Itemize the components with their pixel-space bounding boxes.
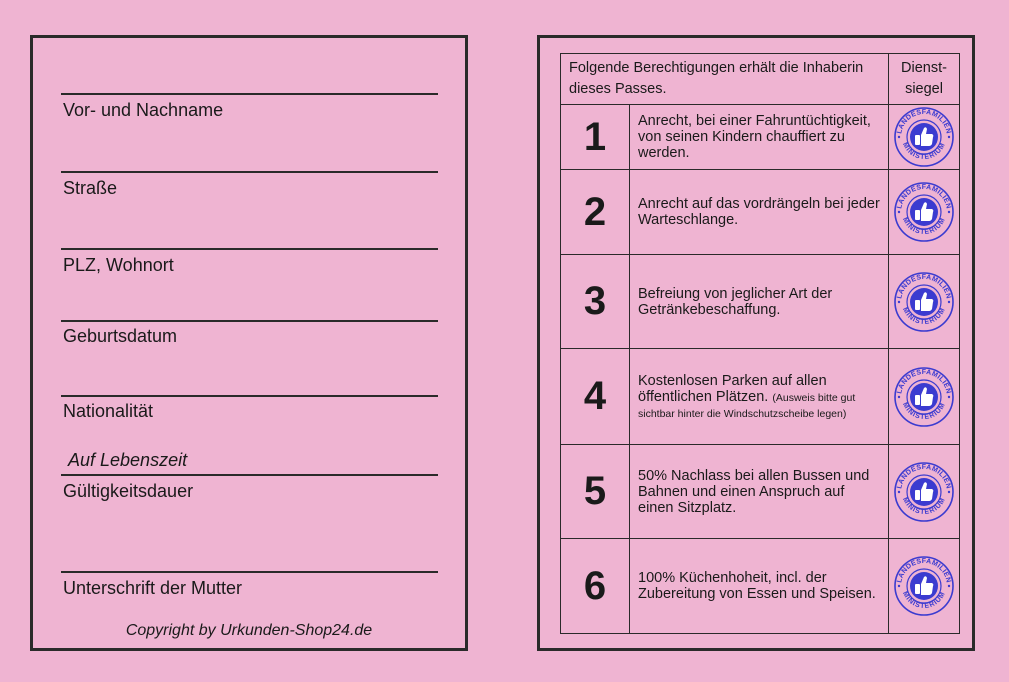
seal-graphic [893, 555, 955, 617]
right-row [561, 539, 960, 634]
seal-cell [889, 539, 960, 634]
right-description: Anrecht, bei einer Fahruntüchtigkeit, von seinen Kindern chauffiert zu werden. [630, 105, 889, 170]
official-seal-stamp [889, 271, 959, 333]
svg-text:LANDESFAMILIEN: LANDESFAMILIEN [896, 368, 952, 395]
svg-text:LANDESFAMILIEN: LANDESFAMILIEN [896, 463, 952, 490]
svg-text:MINISTERIUM: MINISTERIUM [901, 496, 948, 516]
seal-graphic [893, 106, 955, 168]
svg-text:LANDESFAMILIEN: LANDESFAMILIEN [896, 557, 952, 584]
copyright-text: Copyright by Urkunden-Shop24.de [125, 622, 373, 639]
validity-field-line [61, 474, 438, 476]
birthdate-field-line [61, 320, 438, 322]
rights-header-text: Folgende Berechtigungen erhält die Inhaberin dieses Passes. [561, 54, 889, 105]
right-number: 4 [561, 349, 630, 445]
right-row [561, 255, 960, 349]
signature-field-label: Unterschrift der Mutter [63, 578, 243, 598]
right-number: 1 [561, 105, 630, 170]
official-seal-stamp [889, 366, 959, 428]
right-description: Anrecht auf das vordrängeln bei jeder Warteschlange. [630, 170, 889, 255]
right-number: 3 [561, 255, 630, 349]
official-seal-stamp [889, 555, 959, 617]
street-field-line [61, 171, 438, 173]
svg-text:LANDESFAMILIEN: LANDESFAMILIEN [896, 183, 952, 210]
seal-cell [889, 445, 960, 539]
right-row [561, 349, 960, 445]
rights-header-row [561, 54, 960, 105]
right-number: 2 [561, 170, 630, 255]
official-seal-stamp [889, 461, 959, 523]
city-field-line [61, 248, 438, 250]
right-row [561, 170, 960, 255]
validity-value: Auf Lebenszeit [68, 450, 188, 470]
street-field-label: Straße [63, 178, 118, 198]
seal-graphic [893, 181, 955, 243]
seal-graphic [893, 271, 955, 333]
pass-front-card [30, 35, 468, 651]
signature-field-line [61, 571, 438, 573]
seal-cell [889, 349, 960, 445]
right-row [561, 445, 960, 539]
right-number: 6 [561, 539, 630, 634]
right-note: (Ausweis bitte gut sichtbar hinter die Windschutzscheibe legen) [638, 391, 856, 420]
birthdate-field-label: Geburtsdatum [63, 326, 178, 346]
right-number: 5 [561, 445, 630, 539]
seal-cell [889, 170, 960, 255]
right-description: Kostenlosen Parken auf allen öffentlichen Plätzen. (Ausweis bitte gut sichtbar hinter die Windschutzscheibe legen) [630, 349, 889, 445]
name-field-line [61, 93, 438, 95]
city-field-label: PLZ, Wohnort [63, 255, 174, 275]
pass-back-card [537, 35, 975, 651]
svg-text:LANDESFAMILIEN: LANDESFAMILIEN [896, 273, 952, 300]
nationality-field-line [61, 395, 438, 397]
svg-text:MINISTERIUM: MINISTERIUM [901, 401, 948, 421]
svg-text:MINISTERIUM: MINISTERIUM [901, 216, 948, 237]
svg-text:LANDESFAMILIEN: LANDESFAMILIEN [896, 108, 952, 135]
svg-text:MINISTERIUM: MINISTERIUM [901, 306, 948, 326]
svg-text:MINISTERIUM: MINISTERIUM [901, 141, 948, 162]
right-description: 50% Nachlass bei allen Bussen und Bahnen und einen Anspruch auf einen Sitzplatz. [630, 445, 889, 539]
nationality-field-label: Nationalität [63, 401, 154, 421]
right-row [561, 105, 960, 170]
validity-field-label: Gültigkeitsdauer [63, 481, 194, 501]
right-description: Befreiung von jeglicher Art der Getränkebeschaffung. [630, 255, 889, 349]
right-description: 100% Küchenhoheit, incl. der Zubereitung von Essen und Speisen. [630, 539, 889, 634]
svg-text:MINISTERIUM: MINISTERIUM [901, 590, 948, 611]
seal-graphic [893, 366, 955, 428]
seal-cell [889, 255, 960, 349]
name-field-label: Vor- und Nachname [63, 100, 224, 120]
rights-table [560, 53, 960, 634]
official-seal-stamp [889, 181, 959, 243]
seal-cell [889, 105, 960, 170]
official-seal-stamp [889, 106, 959, 168]
seal-graphic [893, 461, 955, 523]
seal-column-header: Dienst-siegel [889, 54, 960, 105]
